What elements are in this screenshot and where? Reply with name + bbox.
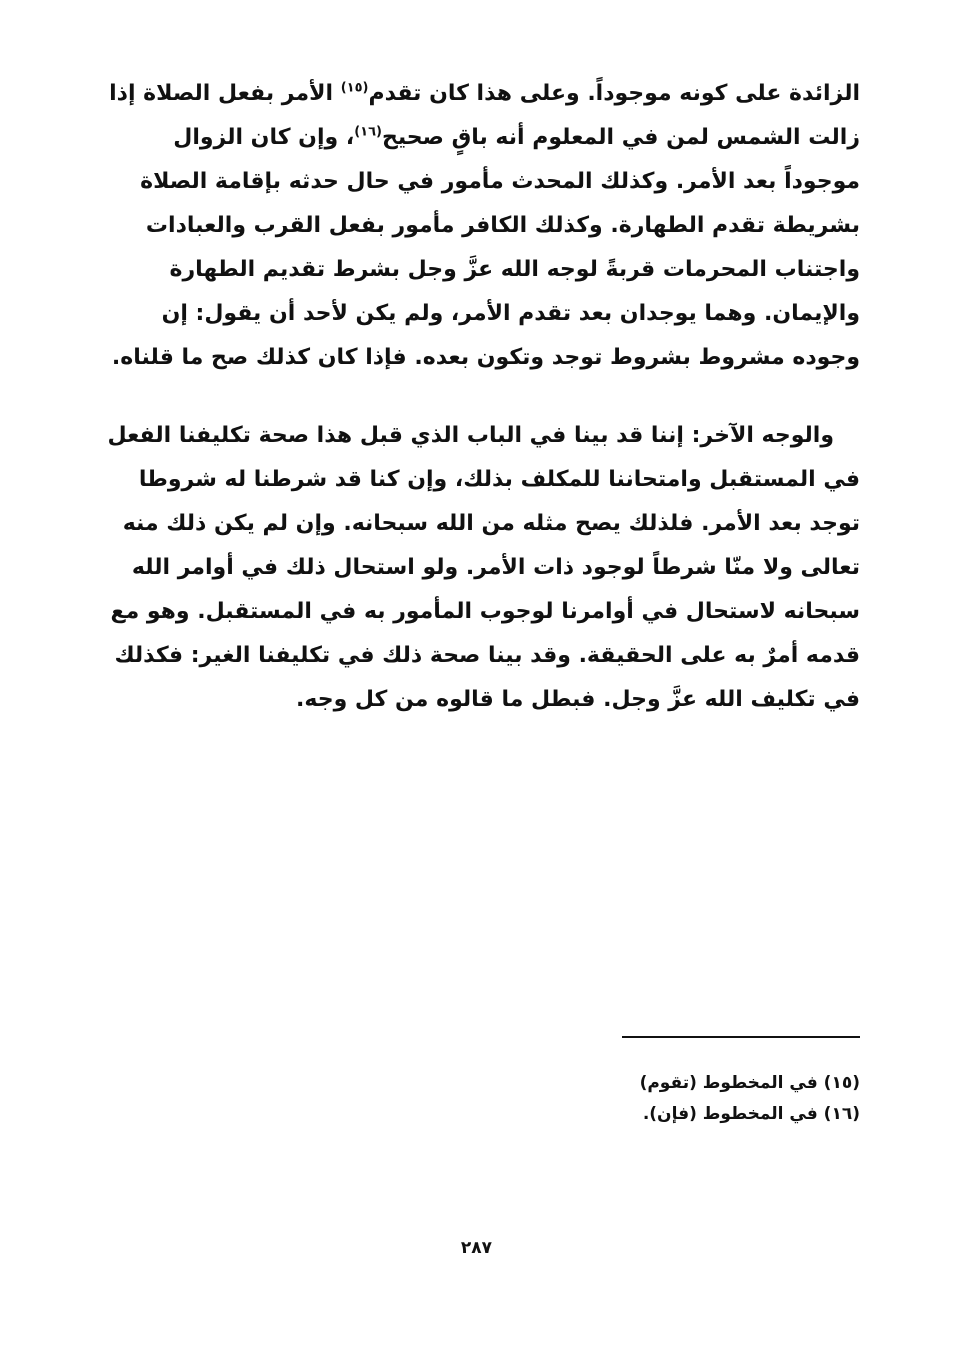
paragraph-1-text-b: الأمر بفعل الصلاة إذا زالت الشمس لمن في المعلوم أنه باقٍ صحيح — [109, 81, 860, 150]
paragraph-2: والوجه الآخر: إننا قد بينا في الباب الذي قبل هذا صحة تكليفنا الفعل في المستقبل وامتحاننا للمكلف بذلك، وإن كنا قد شرطنا له شروطا توجد بعد الأمر. فلذلك يصح مثله من الله سبحانه. وإن لم يكن ذلك منه تعالى ولا منّا شرطاً لوجود ذات الأمر. ولو استحال ذلك في أوامر الله سبحانه لاستحال في أوامرنا لوجوب المأمور به في المستقبل. وهو مع قدمه أمرٌ به على الحقيقة. وقد بينا صحة ذلك في تكليفنا الغير: فكذلك في تكليف الله عزَّ وجل. فبطل ما قالوه من كل وجه. — [107, 423, 860, 712]
paragraph-1-text-c: ، وإن كان الزوال موجوداً بعد الأمر. وكذلك المحدث مأمور في حال حدثه بإقامة الصلاة بشريطة تقدم الطهارة. وكذلك الكافر مأمور بفعل القرب والعبادات واجتناب المحرمات قربةً لوجه الله عزَّ وجل بشرط تقديم الطهارة والإيمان. وهما يوجدان بعد تقدم الأمر، ولم يكن لأحد أن يقول: إن وجوده مشروط بشروط توجد وتكون بعده. فإذا كان كذلك صح ما قلناه. — [111, 125, 860, 370]
page-number: ٢٨٧ — [460, 1238, 493, 1258]
footnotes — [560, 1068, 860, 1130]
footnote-ref-15: (١٥) — [340, 80, 369, 96]
footnote-15: (١٥) في المخطوط (تقوم) — [639, 1073, 860, 1093]
footnote-ref-16: (١٦) — [354, 124, 382, 140]
footnote-16: (١٦) في المخطوط (فإن). — [642, 1104, 860, 1124]
paragraph-1 — [106, 72, 860, 380]
paragraph-1-text-a: الزائدة على كونه موجوداً. وعلى هذا كان تقدم — [368, 81, 860, 106]
footnote-divider — [622, 1036, 860, 1038]
